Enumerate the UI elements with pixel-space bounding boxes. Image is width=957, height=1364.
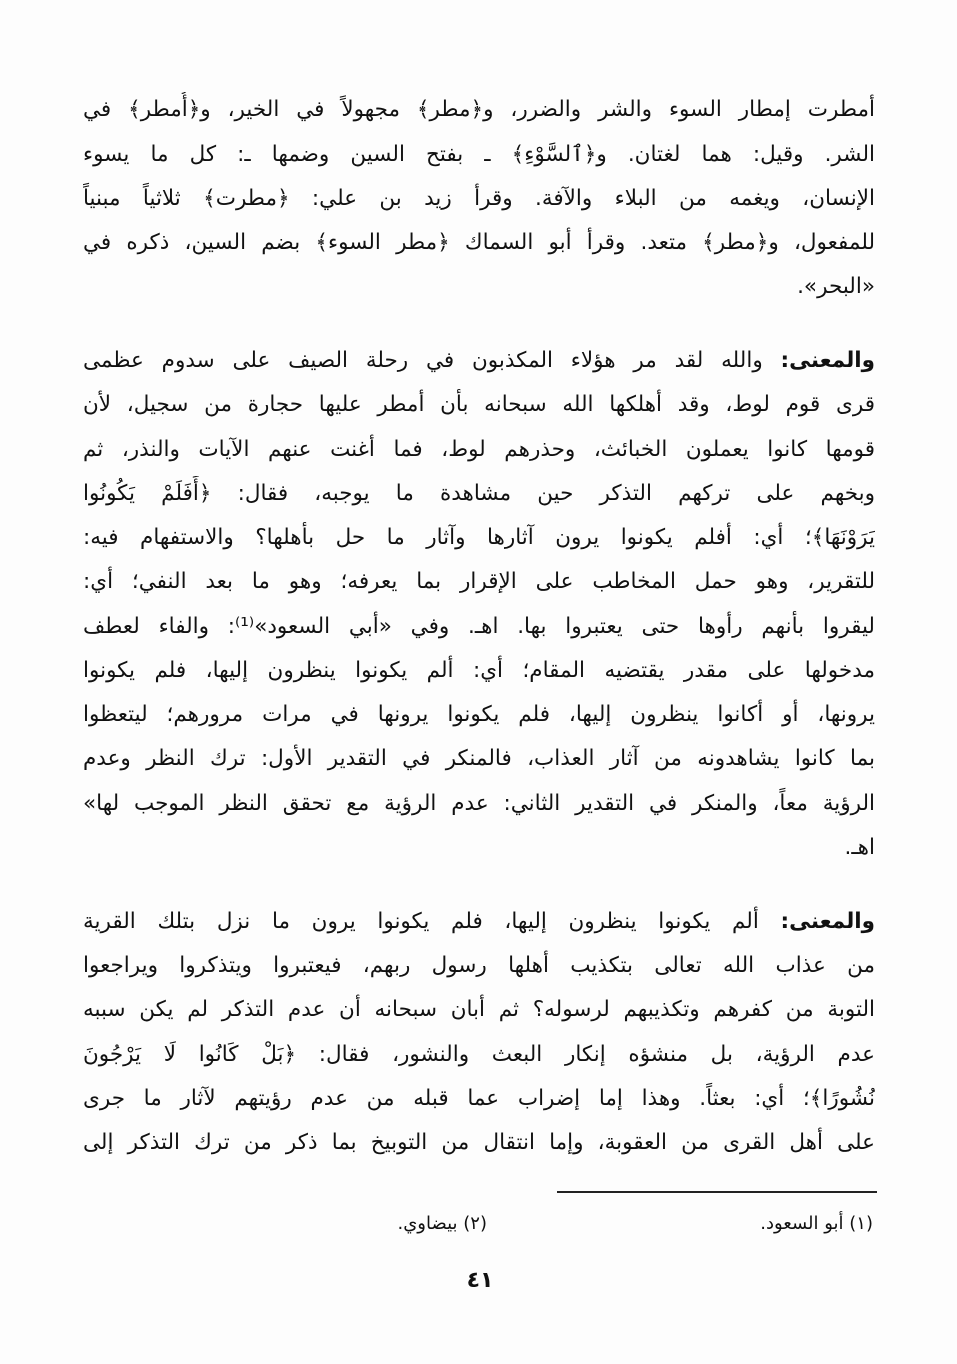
text-line: اهـ.	[844, 835, 875, 860]
text-line: مدخولها على مقدر يقتضيه المقام؛ أي: ألم يكونوا ينظرون إليها، فلم يكونوا	[83, 658, 875, 683]
text-line: بما كانوا يشاهدونه من آثار العذاب، فالمنكر في التقدير الأول: ترك النظر وعدم	[83, 746, 875, 771]
paragraph-lead: والمعنى:	[780, 909, 875, 934]
paragraph-lead: والمعنى:	[780, 348, 875, 373]
page-number: ٤١	[466, 1268, 494, 1293]
text-line	[83, 343, 875, 383]
text-line: الشر. وقيل: هما لغتان. و﴿ٱلسَّوْءِ﴾ ـ بفتح السين وضمها ـ: كل ما يسوء	[83, 142, 875, 167]
text-line: التوبة من كفرهم وتكذيبهم لرسوله؟ ثم أبان سبحانه أن عدم التذكر لم يكن سببه	[83, 997, 875, 1022]
text-line: ليقروا بأنهم رأوها حتى يعتبروا بها. اهـ. وفي «أبي السعود»⁽¹⁾: والفاء لعطف	[83, 614, 875, 639]
footnote-divider	[557, 1191, 877, 1193]
footnote-2: (٢) بيضاوي.	[397, 1213, 487, 1234]
text-line: من عذاب الله تعالى بتكذيب أهلها رسول ربهم، فيعتبروا ويتذكروا ويراجعوا	[83, 953, 875, 978]
text-line: يرونها، أو أكانوا ينظرون إليها، فلم يكونوا يرونها في مرات مرورهم؛ ليتعظوا	[83, 702, 875, 727]
text-line: الإنسان، ويغمه من البلاء والآفة. وقرأ زيد بن علي: ﴿مطرت﴾ ثلاثياً مبنياً	[83, 186, 875, 211]
text-line	[83, 904, 875, 944]
text-line: أمطرت إمطار السوء والشر والضرر، و﴿مطر﴾ مجهولاً في الخير، و﴿أُمطر﴾ في	[83, 97, 875, 122]
text-line: عدم الرؤية، بل منشؤه إنكار البعث والنشور، فقال: ﴿بَلْ كَانُوا لَا يَرْجُونَ	[83, 1042, 875, 1067]
text-line: وبخهم على تركهم التذكر حين مشاهدة ما يوجبه، فقال: ﴿أَفَلَمْ يَكُونُوا	[83, 481, 875, 506]
text-line: للتقرير، وهو حمل المخاطب على الإقرار بما يعرفه؛ وهو ما بعد النفي؛ أي:	[83, 569, 875, 594]
text-segment: والله لقد مر هؤلاء المكذبون في رحلة الصيف على سدوم عظمى	[83, 348, 781, 373]
text-line: الرؤية معاً، والمنكر في التقدير الثاني: عدم الرؤية مع تحقق النظر الموجب لها»	[83, 791, 875, 816]
text-line: يَرَوْنَهَا﴾؛ أي: أفلم يكونوا يرون آثارها وآثار ما حل بأهلها؟ والاستفهام فيه:	[83, 525, 875, 550]
text-line: نُشُورًا﴾؛ أي: بعثاً. وهذا إما إضراب عما قبله من عدم رؤيتهم لآثار ما جرى	[83, 1086, 875, 1111]
text-line: على أهل القرى من العقوبة، وإما انتقال من التوبيخ بما ذكر من ترك التذكر إلى	[83, 1130, 875, 1155]
footnote-1: (١) أبو السعود.	[760, 1213, 873, 1234]
text-line: للمفعول، و﴿مطر﴾ متعد. وقرأ أبو السماك ﴿مطر السوء﴾ بضم السين، ذكره في	[83, 230, 875, 255]
text-segment: ألم يكونوا ينظرون إليها، فلم يكونوا يرون ما نزل بتلك القرية	[83, 909, 781, 934]
text-line: قرى قوم لوط، وقد أهلكها الله سبحانه بأن أمطر عليها حجارة من سجيل، لأن	[83, 392, 875, 417]
text-line: قومها كانوا يعملون الخبائث، وحذرهم لوط، فما أغنت عنهم الآيات والنذر، ثم	[83, 437, 875, 462]
text-line: «البحر».	[797, 274, 875, 299]
